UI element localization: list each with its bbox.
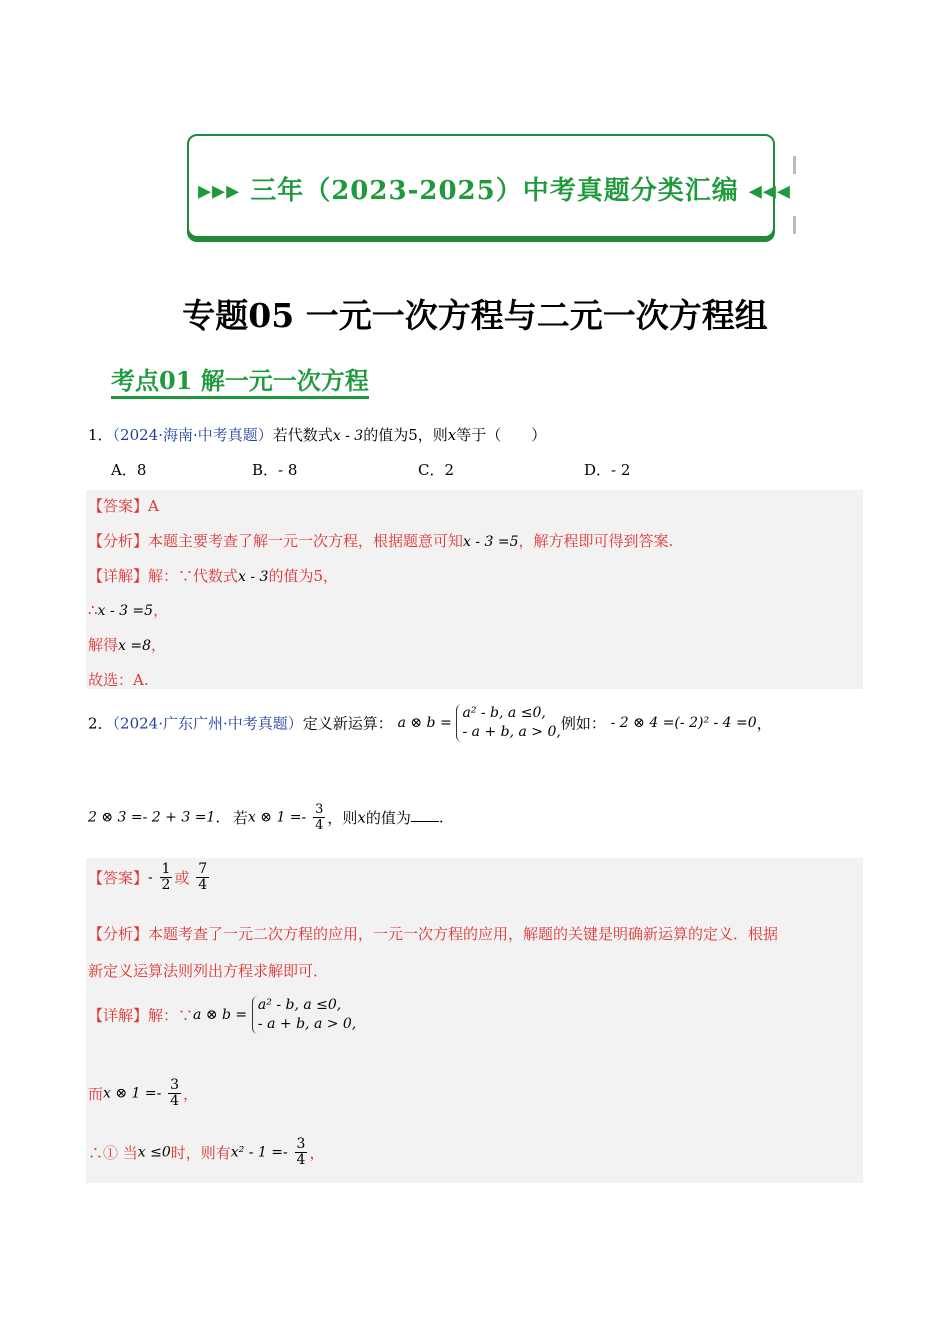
analysis-1: 【分析】本题主要考查了解一元一次方程，根据题意可知x - 3 =5，解方程即可得到答案. xyxy=(88,532,674,550)
analysis-2-line-1: 【分析】本题考查了一元二次方程的应用，一元一次方程的应用，解题的关键是明确新运算的定义．根据 xyxy=(88,925,779,943)
margin-mark-bottom xyxy=(793,216,796,234)
detail-2-given: 而x ⊗ 1 =- $\frac{3}{4}$ ， xyxy=(88,1077,199,1109)
detail-1: 【详解】解：∵代数式x - 3的值为5， xyxy=(88,567,338,585)
detail-2: 【详解】解：∵a ⊗ b = a² - b, a ≤0, - a + b, a > 0, xyxy=(88,997,357,1032)
option-a: A．8 xyxy=(111,461,147,479)
analysis-2-line-2: 新定义运算法则列出方程求解即可． xyxy=(88,962,329,980)
question-2-stem: 2．（2024·广东广州·中考真题）定义新运算： a ⊗ b = a² - b, a ≤0, - a + b, a > 0,例如： - 2 ⊗ 4 =(- 2)² - 4 =0， xyxy=(88,705,772,740)
option-d: D．- 2 xyxy=(584,461,631,479)
question-2-source: （2024·广东广州·中考真题） xyxy=(112,714,303,733)
step-2: 解得x =8， xyxy=(88,636,167,654)
section-heading: 考点01 解一元一次方程 xyxy=(111,366,369,399)
step-1: ∴x - 3 =5， xyxy=(88,601,169,619)
option-b: B．- 8 xyxy=(252,461,298,479)
choice-1: 故选：A. xyxy=(88,671,149,689)
answer-blank xyxy=(411,821,439,822)
page-title: 专题05 一元一次方程与二元一次方程组 xyxy=(182,296,768,335)
piecewise-definition: a² - b, a ≤0, - a + b, a > 0, xyxy=(456,704,560,742)
piecewise-definition-detail: a² - b, a ≤0, - a + b, a > 0, xyxy=(252,996,356,1034)
question-1-stem: 1．（2024·海南·中考真题）若代数式x - 3的值为5，则x等于（ ） xyxy=(88,426,547,444)
detail-2-case-1: ∴① 当x ≤0时，则有x² - 1 =- $\frac{3}{4}$ ， xyxy=(88,1136,325,1168)
answer-1: 【答案】A xyxy=(88,497,159,515)
question-1-source: （2024·海南·中考真题） xyxy=(112,426,273,444)
option-c: C．2 xyxy=(418,461,455,479)
margin-mark-top xyxy=(793,156,796,174)
solution-box-1 xyxy=(86,490,863,689)
answer-2: 【答案】- $\frac{1}{2}$ 或 $\frac{7}{4}$ xyxy=(88,861,208,893)
banner-title: ▸▸▸ 三年（2023-2025）中考真题分类汇编 ◂◂◂ xyxy=(198,176,791,206)
question-2-condition: 2 ⊗ 3 =- 2 + 3 =1. 若x ⊗ 1 =- $\frac{3}{4}$ ，则x的值为 . xyxy=(88,802,444,833)
